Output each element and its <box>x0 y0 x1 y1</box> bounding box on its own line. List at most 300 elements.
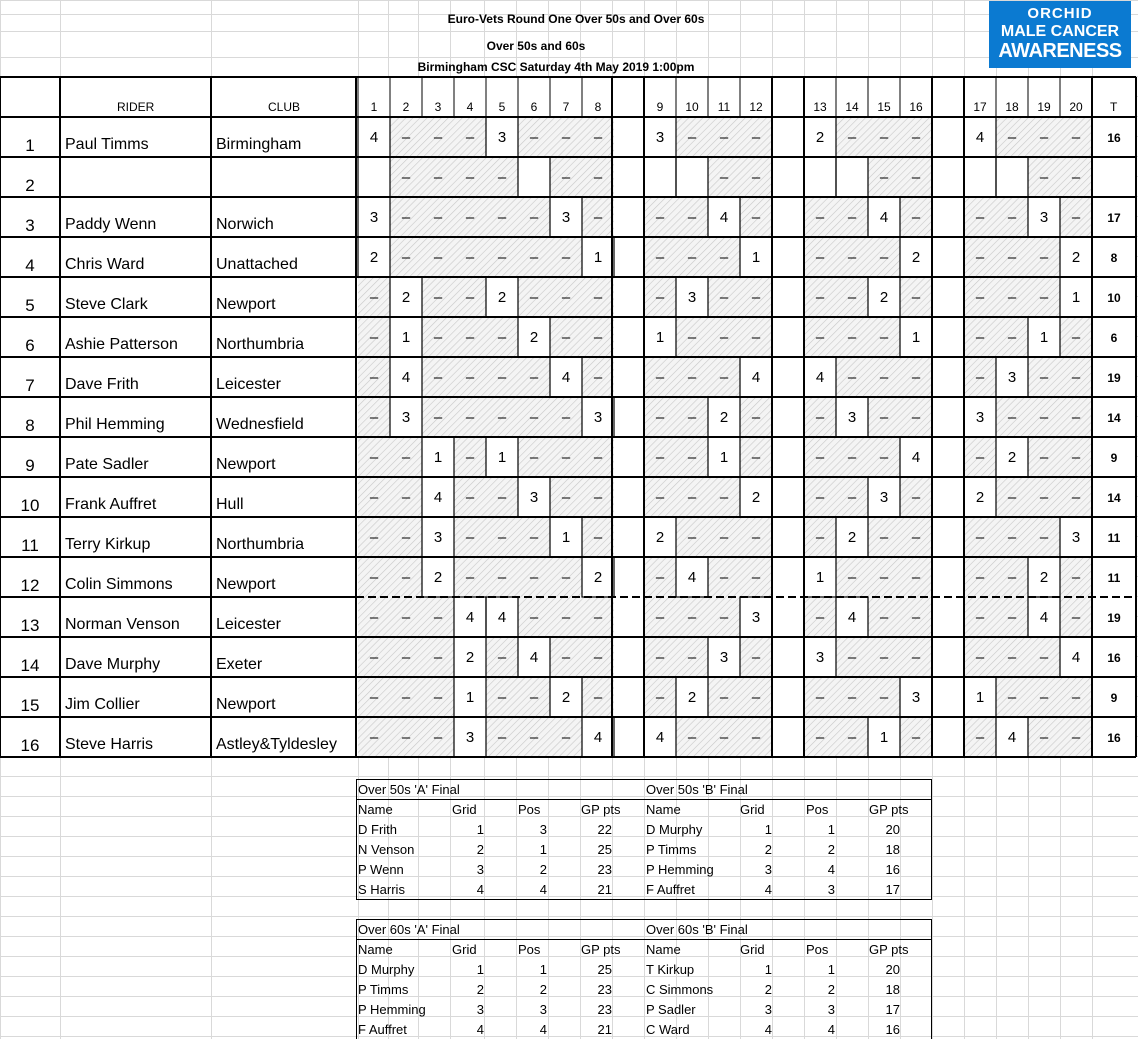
heat-dash: – <box>593 529 603 546</box>
heat-score: 2 <box>687 689 697 706</box>
heat-dash: – <box>911 649 921 666</box>
rider-number: 4 <box>25 256 35 275</box>
heat-dash: – <box>465 489 475 506</box>
final-value: 4 <box>476 1022 484 1037</box>
heat-score: 2 <box>401 289 411 306</box>
heat-dash: – <box>879 649 889 666</box>
final-value: 1 <box>827 962 835 977</box>
heat-dash: – <box>497 209 507 226</box>
final-value: 4 <box>827 862 835 877</box>
heat-dash: – <box>911 369 921 386</box>
heat-dash: – <box>561 449 571 466</box>
heat-score: 2 <box>465 649 475 666</box>
heat-dash: – <box>687 249 697 266</box>
heat-score: 2 <box>911 249 921 266</box>
heat-dash: – <box>1071 169 1081 186</box>
heat-dash: – <box>687 209 697 226</box>
heat-header-12: 12 <box>749 100 763 114</box>
final-col-header: GP pts <box>581 802 621 817</box>
heat-score: 3 <box>1039 209 1049 226</box>
heat-dash: – <box>815 729 825 746</box>
heat-score: 3 <box>529 489 539 506</box>
heat-score: 1 <box>719 449 729 466</box>
heat-score: 3 <box>687 289 697 306</box>
rider-total: 11 <box>1107 571 1121 585</box>
heat-dash: – <box>975 369 985 386</box>
rider-total: 16 <box>1107 651 1121 665</box>
heat-dash: – <box>911 169 921 186</box>
heat-score: 4 <box>465 609 475 626</box>
heat-dash: – <box>529 249 539 266</box>
final-col-header: GP pts <box>581 942 621 957</box>
heat-dash: – <box>433 369 443 386</box>
rider-club: Newport <box>216 696 276 713</box>
rider-club: Astley&Tyldesley <box>216 736 337 753</box>
heat-dash: – <box>401 129 411 146</box>
rider-name: Colin Simmons <box>65 576 173 593</box>
heat-dash: – <box>1039 249 1049 266</box>
heat-dash: – <box>497 329 507 346</box>
heat-dash: – <box>529 209 539 226</box>
heat-header-9: 9 <box>656 100 664 114</box>
rider-name: Pate Sadler <box>65 456 149 473</box>
heat-header-14: 14 <box>845 100 859 114</box>
heat-dash: – <box>815 289 825 306</box>
final-value: 2 <box>764 982 772 997</box>
rider-total: 14 <box>1107 411 1121 425</box>
heat-header-18: 18 <box>1005 100 1019 114</box>
rider-number: 13 <box>20 616 40 635</box>
heat-dash: – <box>879 329 889 346</box>
rider-name: Jim Collier <box>65 696 140 713</box>
heat-dash: – <box>529 289 539 306</box>
heat-dash: – <box>1071 689 1081 706</box>
heat-header-6: 6 <box>530 100 538 114</box>
heat-dash: – <box>815 489 825 506</box>
rider-number: 12 <box>20 576 40 595</box>
heat-dash: – <box>529 729 539 746</box>
final-name: D Frith <box>358 822 397 837</box>
rider-name: Dave Frith <box>65 376 139 393</box>
heat-header-7: 7 <box>562 100 570 114</box>
heat-dash: – <box>433 409 443 426</box>
heat-score: 3 <box>1071 529 1081 546</box>
heat-dash: – <box>751 129 761 146</box>
heat-dash: – <box>401 609 411 626</box>
heat-dash: – <box>1071 129 1081 146</box>
heat-header-8: 8 <box>594 100 602 114</box>
heat-dash: – <box>369 689 379 706</box>
heat-score: 1 <box>465 689 475 706</box>
final-col-header: Grid <box>740 942 765 957</box>
rider-name: Terry Kirkup <box>65 536 151 553</box>
heat-dash: – <box>401 729 411 746</box>
heat-dash: – <box>433 289 443 306</box>
rider-name: Ashie Patterson <box>65 336 178 353</box>
heat-dash: – <box>593 489 603 506</box>
heat-score: 1 <box>497 449 507 466</box>
final-col-header: Name <box>646 802 681 817</box>
rider-name: Dave Murphy <box>65 656 161 673</box>
rider-number: 15 <box>20 696 40 715</box>
final-name: N Venson <box>358 842 415 857</box>
final-value: 3 <box>476 862 484 877</box>
heat-dash: – <box>655 449 665 466</box>
heat-dash: – <box>433 169 443 186</box>
heat-dash: – <box>401 569 411 586</box>
final-value: 1 <box>476 962 484 977</box>
heat-dash: – <box>1007 409 1017 426</box>
heat-dash: – <box>561 729 571 746</box>
heat-dash: – <box>687 729 697 746</box>
final-value: 3 <box>539 1002 547 1017</box>
heat-dash: – <box>497 249 507 266</box>
final-value: 25 <box>597 842 612 857</box>
heat-dash: – <box>655 249 665 266</box>
rider-club: Unattached <box>216 256 298 273</box>
heat-dash: – <box>433 729 443 746</box>
heat-score: 4 <box>815 369 825 386</box>
heat-dash: – <box>401 529 411 546</box>
rider-club: Newport <box>216 576 276 593</box>
final-col-header: Pos <box>518 942 541 957</box>
heat-score: 3 <box>497 129 507 146</box>
heat-dash: – <box>561 289 571 306</box>
heat-dash: – <box>561 649 571 666</box>
rider-name: Norman Venson <box>65 616 180 633</box>
heat-header-13: 13 <box>813 100 827 114</box>
rider-number: 8 <box>25 416 35 435</box>
heat-dash: – <box>561 489 571 506</box>
final-value: 1 <box>827 822 835 837</box>
heat-dash: – <box>593 609 603 626</box>
heat-dash: – <box>465 569 475 586</box>
final-col-header: Name <box>358 802 393 817</box>
heat-dash: – <box>1039 649 1049 666</box>
final-name: P Sadler <box>646 1002 696 1017</box>
heat-dash: – <box>719 609 729 626</box>
heat-dash: – <box>1071 489 1081 506</box>
final-value: 17 <box>885 882 900 897</box>
heat-dash: – <box>687 449 697 466</box>
heat-dash: – <box>497 169 507 186</box>
heat-dash: – <box>847 729 857 746</box>
heat-dash: – <box>847 689 857 706</box>
heat-dash: – <box>1007 529 1017 546</box>
heat-dash: – <box>1039 449 1049 466</box>
heat-score: 1 <box>401 329 411 346</box>
final-col-header: Pos <box>806 942 829 957</box>
heat-dash: – <box>847 289 857 306</box>
heat-dash: – <box>975 209 985 226</box>
heat-dash: – <box>719 369 729 386</box>
final-value: 3 <box>764 1002 772 1017</box>
final-value: 1 <box>764 962 772 977</box>
heat-dash: – <box>751 569 761 586</box>
heat-dash: – <box>719 729 729 746</box>
heat-header-1: 1 <box>370 100 378 114</box>
heat-dash: – <box>465 529 475 546</box>
heat-score: 1 <box>879 729 889 746</box>
final-name: P Timms <box>358 982 409 997</box>
heat-dash: – <box>655 649 665 666</box>
heat-dash: – <box>369 329 379 346</box>
heat-dash: – <box>369 529 379 546</box>
heat-score: 4 <box>655 729 665 746</box>
final-value: 20 <box>885 822 900 837</box>
rider-club: Leicester <box>216 616 281 633</box>
heat-dash: – <box>465 369 475 386</box>
heat-dash: – <box>879 129 889 146</box>
heat-score: 2 <box>1007 449 1017 466</box>
heat-dash: – <box>1071 729 1081 746</box>
final-name: P Wenn <box>358 862 404 877</box>
heat-dash: – <box>1007 129 1017 146</box>
heat-dash: – <box>529 369 539 386</box>
heat-dash: – <box>655 209 665 226</box>
heat-dash: – <box>1071 569 1081 586</box>
heat-dash: – <box>687 329 697 346</box>
heat-dash: – <box>593 129 603 146</box>
heat-score: 3 <box>655 129 665 146</box>
rider-club: Norwich <box>216 216 274 233</box>
heat-dash: – <box>497 689 507 706</box>
final-title: Over 60s 'B' Final <box>646 922 748 937</box>
heat-dash: – <box>433 649 443 666</box>
heat-score: 3 <box>1007 369 1017 386</box>
rider-name: Steve Harris <box>65 736 154 753</box>
heat-dash: – <box>719 529 729 546</box>
rider-number: 6 <box>25 336 35 355</box>
final-value: 3 <box>827 882 835 897</box>
final-name: T Kirkup <box>646 962 695 977</box>
rider-number: 10 <box>20 496 40 515</box>
heat-dash: – <box>593 209 603 226</box>
heat-header-10: 10 <box>685 100 699 114</box>
final-name: F Auffret <box>646 882 695 897</box>
heat-dash: – <box>751 169 761 186</box>
heat-dash: – <box>1039 689 1049 706</box>
heat-dash: – <box>1007 289 1017 306</box>
rider-club: Wednesfield <box>216 416 304 433</box>
heat-dash: – <box>401 689 411 706</box>
heat-dash: – <box>1039 369 1049 386</box>
heat-score: 4 <box>751 369 761 386</box>
heat-dash: – <box>593 689 603 706</box>
heat-dash: – <box>1039 169 1049 186</box>
final-col-header: GP pts <box>869 802 909 817</box>
heat-dash: – <box>529 129 539 146</box>
heat-header-3: 3 <box>434 100 442 114</box>
heat-dash: – <box>529 409 539 426</box>
rider-number: 2 <box>25 176 35 195</box>
page-subtitle: Over 50s and 60s <box>486 39 586 53</box>
final-value: 4 <box>827 1022 835 1037</box>
final-value: 23 <box>597 862 612 877</box>
heat-header-17: 17 <box>973 100 987 114</box>
heat-dash: – <box>1071 609 1081 626</box>
heat-dash: – <box>497 369 507 386</box>
heat-dash: – <box>1007 609 1017 626</box>
final-value: 2 <box>539 862 547 877</box>
heat-score: 3 <box>975 409 985 426</box>
heat-header-19: 19 <box>1037 100 1051 114</box>
heat-dash: – <box>847 129 857 146</box>
heat-dash: – <box>975 729 985 746</box>
final-col-header: GP pts <box>869 942 909 957</box>
final-value: 4 <box>539 1022 547 1037</box>
heat-score: 4 <box>975 129 985 146</box>
heat-dash: – <box>655 289 665 306</box>
heat-dash: – <box>433 209 443 226</box>
rider-number: 1 <box>25 136 35 155</box>
heat-dash: – <box>433 249 443 266</box>
heat-dash: – <box>465 129 475 146</box>
heat-dash: – <box>1039 289 1049 306</box>
heat-dash: – <box>593 649 603 666</box>
heat-dash: – <box>847 369 857 386</box>
heat-dash: – <box>847 449 857 466</box>
heat-dash: – <box>369 449 379 466</box>
heat-dash: – <box>561 129 571 146</box>
heat-dash: – <box>719 569 729 586</box>
heat-dash: – <box>433 129 443 146</box>
heat-dash: – <box>911 289 921 306</box>
heat-score: 2 <box>433 569 443 586</box>
heat-dash: – <box>847 249 857 266</box>
rider-total: 6 <box>1110 331 1118 345</box>
heat-score: 4 <box>561 369 571 386</box>
total-header: T <box>1110 100 1118 114</box>
heat-score: 3 <box>911 689 921 706</box>
heat-dash: – <box>847 649 857 666</box>
heat-score: 4 <box>497 609 507 626</box>
heat-dash: – <box>911 409 921 426</box>
final-name: D Murphy <box>358 962 415 977</box>
heat-header-5: 5 <box>498 100 506 114</box>
heat-dash: – <box>719 129 729 146</box>
heat-dash: – <box>561 329 571 346</box>
heat-dash: – <box>911 209 921 226</box>
heat-dash: – <box>847 489 857 506</box>
final-name: P Timms <box>646 842 697 857</box>
heat-dash: – <box>687 489 697 506</box>
rider-total: 14 <box>1107 491 1121 505</box>
rider-number: 9 <box>25 456 35 475</box>
heat-dash: – <box>879 449 889 466</box>
rider-total: 16 <box>1107 131 1121 145</box>
heat-header-4: 4 <box>466 100 474 114</box>
heat-dash: – <box>1007 209 1017 226</box>
heat-dash: – <box>1071 409 1081 426</box>
final-value: 16 <box>885 862 900 877</box>
heat-score: 2 <box>529 329 539 346</box>
heat-dash: – <box>465 169 475 186</box>
heat-score: 2 <box>719 409 729 426</box>
heat-score: 2 <box>561 689 571 706</box>
heat-dash: – <box>879 569 889 586</box>
heat-dash: – <box>369 489 379 506</box>
heat-score: 1 <box>815 569 825 586</box>
final-value: 20 <box>885 962 900 977</box>
heat-dash: – <box>529 449 539 466</box>
rider-club: Birmingham <box>216 136 302 153</box>
heat-dash: – <box>465 329 475 346</box>
heat-header-20: 20 <box>1069 100 1083 114</box>
heat-score: 1 <box>751 249 761 266</box>
heat-dash: – <box>1007 329 1017 346</box>
heat-dash: – <box>687 369 697 386</box>
heat-header-15: 15 <box>877 100 891 114</box>
final-title: Over 50s 'A' Final <box>358 782 460 797</box>
rider-club: Northumbria <box>216 336 305 353</box>
heat-dash: – <box>847 569 857 586</box>
heat-score: 1 <box>561 529 571 546</box>
final-value: 25 <box>597 962 612 977</box>
heat-dash: – <box>593 369 603 386</box>
final-name: P Hemming <box>646 862 714 877</box>
heat-dash: – <box>369 609 379 626</box>
final-value: 3 <box>476 1002 484 1017</box>
heat-dash: – <box>815 209 825 226</box>
heat-dash: – <box>719 689 729 706</box>
heat-dash: – <box>1039 409 1049 426</box>
heat-dash: – <box>975 289 985 306</box>
heat-score: 1 <box>655 329 665 346</box>
rider-header: RIDER <box>117 100 155 114</box>
heat-dash: – <box>369 409 379 426</box>
heat-dash: – <box>719 169 729 186</box>
final-name: S Harris <box>358 882 405 897</box>
heat-dash: – <box>751 649 761 666</box>
rider-club: Hull <box>216 496 244 513</box>
heat-dash: – <box>1071 449 1081 466</box>
final-col-header: Grid <box>452 942 477 957</box>
heat-dash: – <box>655 689 665 706</box>
rider-club: Northumbria <box>216 536 305 553</box>
rider-name: Phil Hemming <box>65 416 165 433</box>
final-value: 4 <box>539 882 547 897</box>
rider-total: 11 <box>1107 531 1121 545</box>
heat-header-2: 2 <box>402 100 410 114</box>
final-value: 1 <box>764 822 772 837</box>
heat-dash: – <box>593 329 603 346</box>
heat-dash: – <box>401 489 411 506</box>
heat-score: 2 <box>815 129 825 146</box>
heat-score: 3 <box>751 609 761 626</box>
heat-score: 3 <box>433 529 443 546</box>
rider-number: 5 <box>25 296 35 315</box>
heat-dash: – <box>401 169 411 186</box>
rider-number: 7 <box>25 376 35 395</box>
heat-score: 3 <box>561 209 571 226</box>
rider-number: 3 <box>25 216 35 235</box>
heat-score: 1 <box>911 329 921 346</box>
rider-total: 8 <box>1110 251 1118 265</box>
heat-dash: – <box>465 249 475 266</box>
heat-dash: – <box>401 209 411 226</box>
rider-name: Frank Auffret <box>65 496 157 513</box>
rider-total: 19 <box>1107 611 1121 625</box>
heat-dash: – <box>655 369 665 386</box>
heat-dash: – <box>1071 209 1081 226</box>
heat-score: 1 <box>433 449 443 466</box>
heat-dash: – <box>975 249 985 266</box>
rider-total: 9 <box>1110 691 1118 705</box>
heat-dash: – <box>975 449 985 466</box>
final-value: 4 <box>476 882 484 897</box>
heat-dash: – <box>369 729 379 746</box>
